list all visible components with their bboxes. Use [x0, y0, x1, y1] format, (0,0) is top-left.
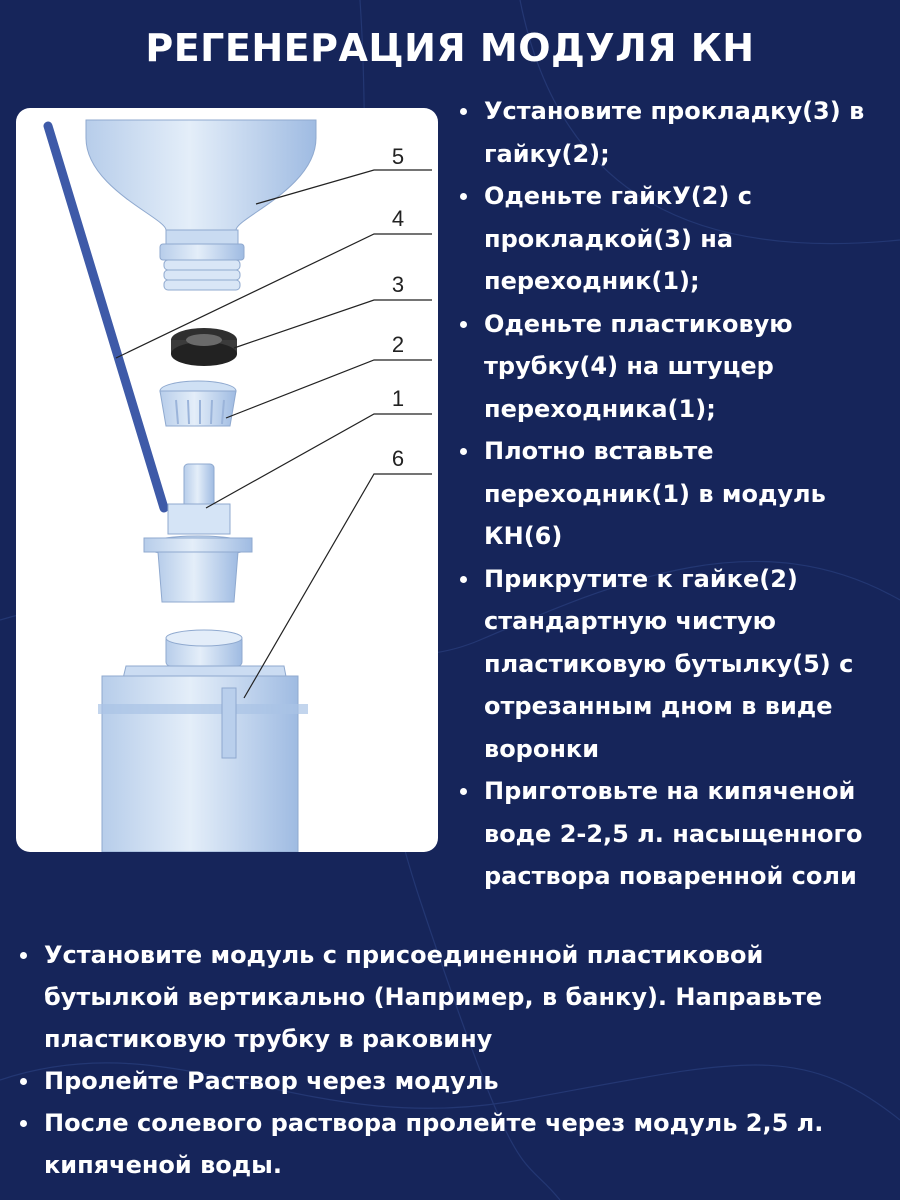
nut-part	[160, 381, 236, 426]
step-item	[456, 175, 886, 303]
steps-list-right	[456, 90, 886, 898]
step-text: Приготовьте на кипяченой воде 2-2,5 л. насыщенного раствора поваренной соли	[484, 777, 863, 890]
callout-4: 4	[391, 206, 405, 231]
step-text: Плотно вставьте переходник(1) в модуль КН(6)	[484, 437, 826, 550]
page-title: РЕГЕНЕРАЦИЯ МОДУЛЯ КН	[145, 26, 755, 70]
diagram-card	[16, 108, 438, 852]
bullet-icon	[460, 303, 468, 345]
module-assembly-diagram	[16, 108, 438, 852]
bullet-icon	[460, 558, 468, 600]
step-text: Оденьте гайкУ(2) с прокладкой(3) на переходник(1);	[484, 182, 752, 295]
callout-3: 3	[391, 272, 405, 297]
callout-1: 1	[391, 386, 405, 411]
bullet-icon	[460, 175, 468, 217]
step-item	[16, 934, 894, 1060]
bullet-icon	[20, 1060, 28, 1102]
bullet-icon	[20, 1102, 28, 1144]
step-item	[456, 770, 886, 898]
step-item	[456, 90, 886, 175]
bullet-icon	[20, 934, 28, 976]
gasket-part	[171, 328, 237, 366]
bottle-part	[86, 120, 316, 290]
callout-5: 5	[391, 144, 405, 169]
step-item	[456, 430, 886, 558]
step-text: Пролейте Раствор через модуль	[44, 1067, 499, 1095]
callout-2: 2	[391, 332, 405, 357]
step-text: Оденьте пластиковую трубку(4) на штуцер переходника(1);	[484, 309, 793, 423]
step-item	[16, 1102, 894, 1186]
bullet-icon	[460, 770, 468, 812]
step-text: Прикрутите к гайке(2) стандартную чистую пластиковую бутылку(5) с отрезанным дном в виде воронки	[484, 564, 854, 763]
step-text: Установите прокладку(3) в гайку(2);	[484, 97, 865, 168]
step-text: После солевого раствора пролейте через модуль 2,5 л. кипяченой воды.	[44, 1109, 824, 1179]
step-item	[456, 558, 886, 771]
bullet-icon	[460, 430, 468, 472]
steps-list-bottom	[16, 934, 894, 1186]
step-item	[456, 303, 886, 431]
step-text: Установите модуль с присоединенной пластиковой бутылкой вертикально (Например, в банку). Направьте пластиковую трубку в раковину	[44, 941, 823, 1053]
step-item	[16, 1060, 894, 1102]
callout-6: 6	[391, 446, 405, 471]
bullet-icon	[460, 90, 468, 132]
module-part	[98, 630, 308, 852]
